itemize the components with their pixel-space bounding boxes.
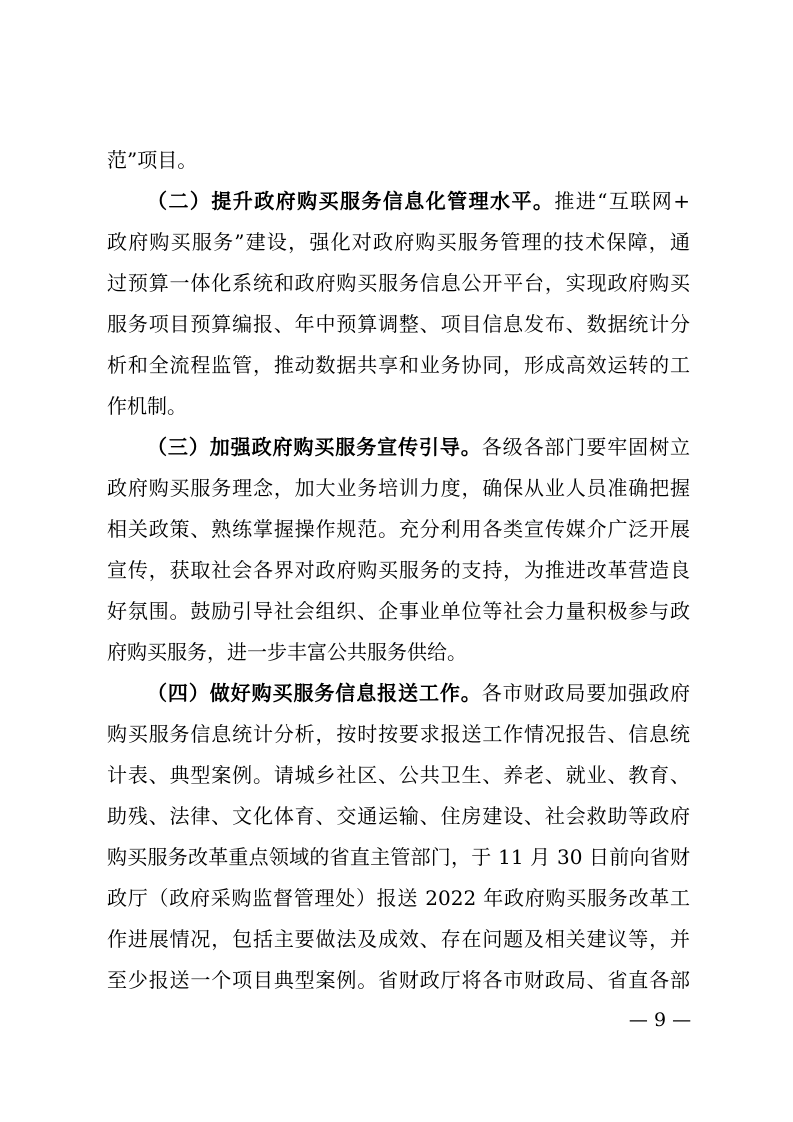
text-line: [107, 181, 690, 222]
paragraph-section-2: [107, 181, 690, 427]
document-body: [107, 140, 690, 1001]
paragraph-section-3: [107, 427, 690, 673]
text-line: [107, 427, 690, 468]
text-line: 好氛围。鼓励引导社会组织、企事业单位等社会力量积极参与政: [107, 599, 690, 623]
text-line: [107, 673, 690, 714]
text-line: 作机制。: [107, 394, 187, 418]
section-heading: （三）加强政府购买服务宣传引导。: [147, 435, 482, 459]
text-line: 作进展情况，包括主要做法及成效、存在问题及相关建议等，并: [107, 927, 690, 951]
text-line: 过预算一体化系统和政府购买服务信息公开平台，实现政府购买: [107, 271, 690, 295]
text-line: 购买服务改革重点领域的省直主管部门，于 11 月 30 日前向省财: [107, 845, 690, 869]
text-line: 宣传，获取社会各界对政府购买服务的支持，为推进改革营造良: [107, 558, 690, 582]
text-line: 政府购买服务理念，加大业务培训力度，确保从业人员准确把握: [107, 476, 690, 500]
text-run: 各市财政局要加强政府: [481, 681, 690, 705]
text-run: 推进“互联网+: [554, 189, 690, 213]
text-line: 析和全流程监管，推动数据共享和业务协同，形成高效运转的工: [107, 353, 690, 377]
text-run: 各级各部门要牢固树立: [481, 435, 690, 459]
text-line: 政府购买服务”建设，强化对政府购买服务管理的技术保障，通: [107, 230, 690, 254]
text-line: 府购买服务，进一步丰富公共服务供给。: [107, 640, 467, 664]
text-line: 政厅（政府采购监督管理处）报送 2022 年政府购买服务改革工: [107, 886, 690, 910]
page-number: — 9 —: [628, 1009, 692, 1031]
section-heading: （二）提升政府购买服务信息化管理水平。: [147, 189, 555, 213]
text-line: 服务项目预算编报、年中预算调整、项目信息发布、数据统计分: [107, 312, 690, 336]
text-line: 购买服务信息统计分析，按时按要求报送工作情况报告、信息统: [107, 722, 690, 746]
text-line: 相关政策、熟练掌握操作规范。充分利用各类宣传媒介广泛开展: [107, 517, 690, 541]
section-heading: （四）做好购买服务信息报送工作。: [147, 681, 482, 705]
text-line: 至少报送一个项目典型案例。省财政厅将各市财政局、省直各部: [107, 968, 690, 992]
text-line: 范”项目。: [107, 148, 198, 172]
paragraph-section-4: [107, 673, 690, 1001]
paragraph-continuation: [107, 140, 690, 181]
text-line: 计表、典型案例。请城乡社区、公共卫生、养老、就业、教育、: [107, 763, 690, 787]
text-line: 助残、法律、文化体育、交通运输、住房建设、社会救助等政府: [107, 804, 690, 828]
